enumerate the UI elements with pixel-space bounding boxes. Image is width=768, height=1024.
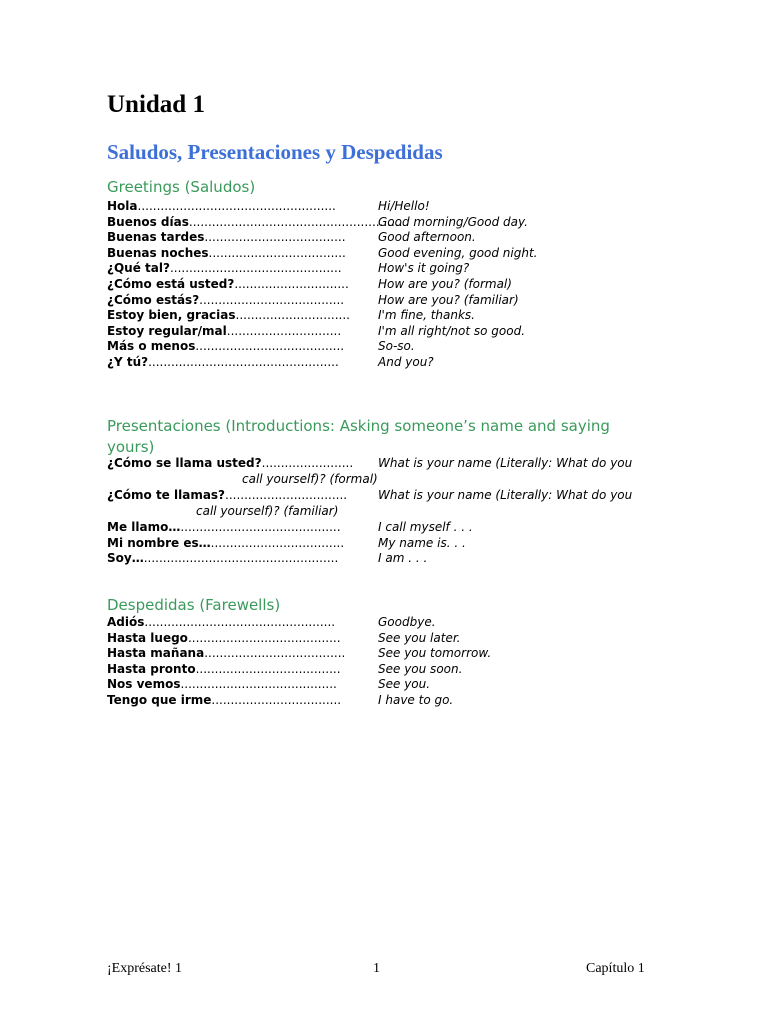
dot-leader: ....................................... (195, 339, 345, 354)
vocab-definition (378, 662, 462, 678)
vocab-term: ¿Y tú? (107, 354, 149, 369)
vocab-term: Soy… (107, 551, 144, 566)
dot-leader: ......................................... (180, 677, 337, 692)
dot-leader: ..................................... (204, 646, 346, 661)
vocab-definition (378, 355, 434, 371)
vocab-term: Hola (107, 199, 138, 213)
dot-leader: .................................................. (144, 615, 336, 629)
definition-text: See you. (378, 677, 431, 692)
vocab-term: Hasta mañana (107, 646, 205, 661)
introductions-heading: Presentaciones (Introductions: Asking someone’s name and saying yours) (107, 417, 610, 456)
vocab-term: Adiós (107, 615, 145, 629)
definition-text: What is your name (Literally: What do you (378, 488, 633, 502)
definition-text: I'm all right/not so good. (378, 323, 526, 338)
vocab-definition (378, 646, 491, 662)
vocab-definition (378, 230, 476, 246)
vocab-row (107, 536, 667, 552)
dot-leader: ........................................................ (188, 214, 403, 229)
vocab-definition (378, 677, 430, 693)
dot-leader: .............................. (234, 276, 349, 291)
vocab-term: Hasta luego (107, 630, 188, 645)
dot-leader: ................................................... (143, 551, 339, 566)
dot-leader: ...................................... (199, 292, 345, 307)
dot-leader: .................................... (208, 245, 346, 260)
vocab-term: Me llamo… (107, 520, 181, 534)
vocab-row (107, 551, 667, 567)
vocab-row (107, 662, 667, 678)
vocab-row (107, 246, 667, 262)
vocab-row (107, 520, 667, 536)
footer-book-title: ¡Exprésate! 1 (107, 961, 183, 976)
vocab-term: Buenos días (107, 214, 189, 229)
definition-text: So-so. (378, 339, 415, 354)
vocab-row (107, 488, 667, 520)
definition-text: See you later. (378, 630, 461, 645)
vocab-term: Buenas tardes (107, 230, 205, 245)
vocab-term: Nos vemos (107, 677, 181, 692)
vocab-term: ¿Cómo se llama usted? (107, 456, 262, 470)
vocab-definition (378, 261, 469, 277)
vocab-definition (378, 308, 475, 324)
definition-text: Good afternoon. (378, 230, 476, 245)
definition-continuation: call yourself)? (formal) (242, 471, 378, 486)
vocab-definition (378, 520, 473, 536)
vocab-definition (378, 293, 519, 309)
definition-text: What is your name (Literally: What do you (378, 456, 633, 470)
vocab-term: ¿Cómo está usted? (107, 276, 235, 291)
vocab-definition (378, 631, 460, 647)
vocab-term: ¿Cómo te llamas? (107, 488, 226, 502)
unit-title: Unidad 1 (107, 91, 205, 118)
dot-leader: ................................ (225, 488, 348, 502)
vocab-definition (378, 277, 512, 293)
definition-text: See you soon. (378, 661, 463, 676)
definition-text: I have to go. (378, 692, 454, 707)
vocab-term: Mi nombre es… (107, 535, 211, 550)
vocab-row (107, 230, 667, 246)
dot-leader: .................................................... (137, 199, 336, 213)
vocab-row (107, 261, 667, 277)
vocab-row (107, 324, 667, 340)
definition-text: And you? (378, 354, 434, 369)
footer-page-number: 1 (373, 961, 380, 976)
vocab-row (107, 308, 667, 324)
vocab-row (107, 355, 667, 371)
definition-text: Hi/Hello! (378, 199, 430, 213)
dot-leader: ............................................. (169, 261, 342, 276)
definition-text: How are you? (familiar) (378, 292, 519, 307)
vocab-definition (242, 456, 678, 487)
vocab-definition (378, 246, 538, 262)
definition-text: I call myself . . . (378, 520, 473, 534)
vocab-definition (196, 488, 678, 519)
definition-text: How's it going? (378, 261, 470, 276)
vocab-row (107, 339, 667, 355)
main-heading: Saludos, Presentaciones y Despedidas (107, 140, 443, 164)
vocab-term: Hasta pronto (107, 661, 196, 676)
greetings-list (107, 199, 667, 371)
definition-text: I'm fine, thanks. (378, 308, 475, 323)
vocab-definition (378, 551, 427, 567)
definition-continuation: call yourself)? (familiar) (196, 503, 339, 518)
vocab-row (107, 293, 667, 309)
vocab-definition (378, 615, 436, 631)
farewells-heading: Despedidas (Farewells) (107, 596, 281, 614)
vocab-term: Buenas noches (107, 245, 209, 260)
definition-text: Goodbye. (378, 615, 436, 629)
vocab-term: Estoy bien, gracias (107, 308, 236, 323)
vocab-row (107, 631, 667, 647)
vocab-definition (378, 215, 528, 231)
dot-leader: .............................. (235, 308, 350, 323)
definition-text: My name is. . . (378, 535, 466, 550)
vocab-definition (378, 199, 430, 215)
vocab-term: Más o menos (107, 339, 196, 354)
definition-text: Good morning/Good day. (378, 214, 528, 229)
vocab-term: Estoy regular/mal (107, 323, 227, 338)
definition-text: Good evening, good night. (378, 245, 538, 260)
vocab-term: Tengo que irme (107, 692, 212, 707)
introductions-list (107, 456, 667, 567)
vocab-row (107, 677, 667, 693)
dot-leader: ........................ (261, 456, 354, 470)
vocab-row (107, 615, 667, 631)
dot-leader: .............................. (226, 323, 342, 338)
dot-leader: ..................................... (204, 230, 346, 245)
farewells-list (107, 615, 667, 709)
dot-leader: ...................................... (195, 661, 341, 676)
dot-leader: ........................................ (187, 630, 341, 645)
definition-text: I am . . . (378, 551, 428, 566)
dot-leader: .................................. (211, 692, 342, 707)
vocab-definition (378, 339, 415, 355)
vocab-row (107, 199, 667, 215)
greetings-heading: Greetings (Saludos) (107, 178, 256, 196)
dot-leader: .................................................. (148, 354, 339, 369)
vocab-term: ¿Qué tal? (107, 261, 170, 276)
vocab-row (107, 693, 667, 709)
definition-text: How are you? (formal) (378, 276, 512, 291)
vocab-row (107, 646, 667, 662)
vocab-definition (378, 693, 453, 709)
footer-chapter: Capítulo 1 (586, 961, 645, 976)
vocab-row (107, 277, 667, 293)
vocab-definition (378, 324, 525, 340)
vocab-term: ¿Cómo estás? (107, 292, 200, 307)
vocab-definition (378, 536, 466, 552)
dot-leader: .......................................... (180, 520, 341, 534)
dot-leader: ................................... (210, 535, 345, 550)
definition-text: See you tomorrow. (378, 646, 492, 661)
vocab-row (107, 215, 667, 231)
vocab-row (107, 456, 667, 488)
